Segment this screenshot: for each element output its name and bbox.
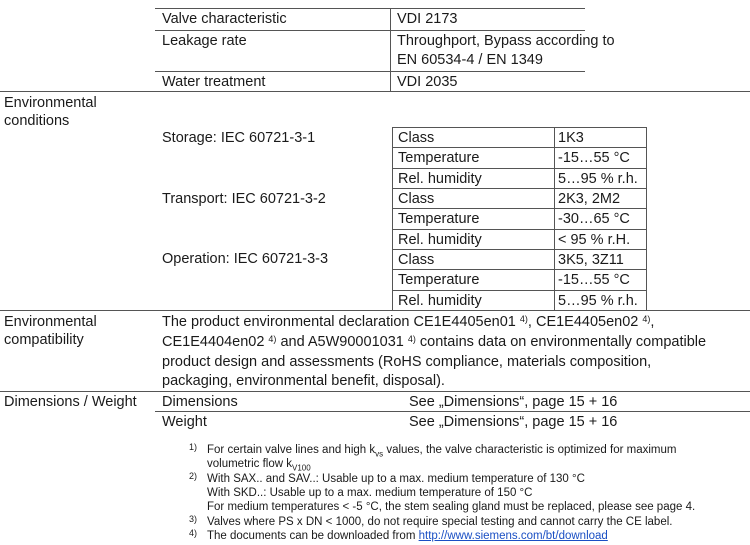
storage-temperature-value: -15…55 °C — [558, 150, 630, 166]
transport-humidity-label: Rel. humidity — [398, 232, 482, 248]
env-compat-text-line1: The product environmental declaration CE1E4405en01 $^{4)}$, CE1E4405en02 $^{4)}$, — [162, 314, 655, 330]
operation-class-label: Class — [398, 252, 435, 268]
storage-humidity-value: 5…95 % r.h. — [558, 171, 638, 187]
storage-group-name: Storage: IEC 60721-3-1 — [162, 130, 316, 146]
storage-class-value: 1K3 — [558, 130, 584, 146]
transport-group-name: Transport: IEC 60721-3-2 — [162, 191, 326, 207]
operation-temperature-value: -15…55 °C — [558, 272, 630, 288]
footnote-1-number: 1) — [189, 442, 198, 452]
dimensions-heading: Dimensions / Weight — [4, 394, 137, 410]
dimensions-label: Dimensions — [162, 394, 238, 410]
footnote-3-text: Valves where PS x DN < 1000, do not require special testing and cannot carry the CE label. — [207, 516, 673, 528]
operation-group-name: Operation: IEC 60721-3-3 — [162, 251, 329, 267]
footnote-1-line2: volumetric flow $k_{V100}$ — [207, 458, 311, 473]
storage-temperature-label: Temperature — [398, 150, 480, 166]
footnote-2-line3: For medium temperatures < -5 °C, the stem sealing gland must be replaced, please see page 4. — [207, 501, 696, 513]
water-treatment-label: Water treatment — [162, 74, 266, 90]
storage-class-label: Class — [398, 130, 435, 146]
transport-class-value: 2K3, 2M2 — [558, 191, 621, 207]
footnote-3-number: 3) — [189, 514, 198, 524]
env-compat-heading-1: Environmental — [4, 314, 97, 330]
operation-temperature-label: Temperature — [398, 272, 480, 288]
leakage-rate-label: Leakage rate — [162, 33, 247, 49]
water-treatment-value: VDI 2035 — [397, 74, 458, 90]
env-conditions-heading-2: conditions — [4, 113, 70, 129]
env-compat-text-line4: packaging, environmental benefit, disposal). — [162, 373, 445, 389]
env-compat-text-line3: product design and assessments (RoHS compliance, materials composition, — [162, 354, 652, 370]
footnote-2-line2: With SKD..: Usable up to a max. medium temperature of 150 °C — [207, 487, 533, 499]
footnote-2-number: 2) — [189, 471, 198, 481]
valve-characteristic-value: VDI 2173 — [397, 11, 458, 27]
leakage-rate-value-line2: EN 60534-4 / EN 1349 — [397, 52, 543, 68]
footnote-4-text: The documents can be downloaded from http://www.siemens.com/bt/download — [207, 530, 608, 542]
env-compat-text-line2: CE1E4404en02 $^{4)}$ and A5W90001031 $^{4)}$ contains data on environmentally compatible — [162, 334, 707, 350]
operation-humidity-label: Rel. humidity — [398, 293, 482, 309]
transport-class-label: Class — [398, 191, 435, 207]
footnote-4-number: 4) — [189, 528, 198, 538]
transport-humidity-value: < 95 % r.H. — [558, 232, 631, 248]
footnote-1-line1: For certain valve lines and high $k_{vs}$ values, the valve characteristic is optimized for maximum — [207, 444, 677, 459]
transport-temperature-label: Temperature — [398, 211, 480, 227]
env-compat-heading-2: compatibility — [4, 332, 84, 348]
storage-humidity-label: Rel. humidity — [398, 171, 482, 187]
weight-label: Weight — [162, 414, 207, 430]
transport-temperature-value: -30…65 °C — [558, 211, 630, 227]
env-conditions-heading-1: Environmental — [4, 95, 97, 111]
dimensions-value: See „Dimensions“, page 15 + 16 — [409, 394, 618, 410]
valve-characteristic-label: Valve characteristic — [162, 11, 287, 27]
operation-class-value: 3K5, 3Z11 — [558, 252, 624, 268]
operation-humidity-value: 5…95 % r.h. — [558, 293, 638, 309]
weight-value: See „Dimensions“, page 15 + 16 — [409, 414, 618, 430]
download-link[interactable]: http://www.siemens.com/bt/download — [418, 530, 608, 542]
leakage-rate-value-line1: Throughport, Bypass according to — [397, 33, 615, 49]
footnote-2-line1: With SAX.. and SAV..: Usable up to a max. medium temperature of 130 °C — [207, 473, 585, 485]
